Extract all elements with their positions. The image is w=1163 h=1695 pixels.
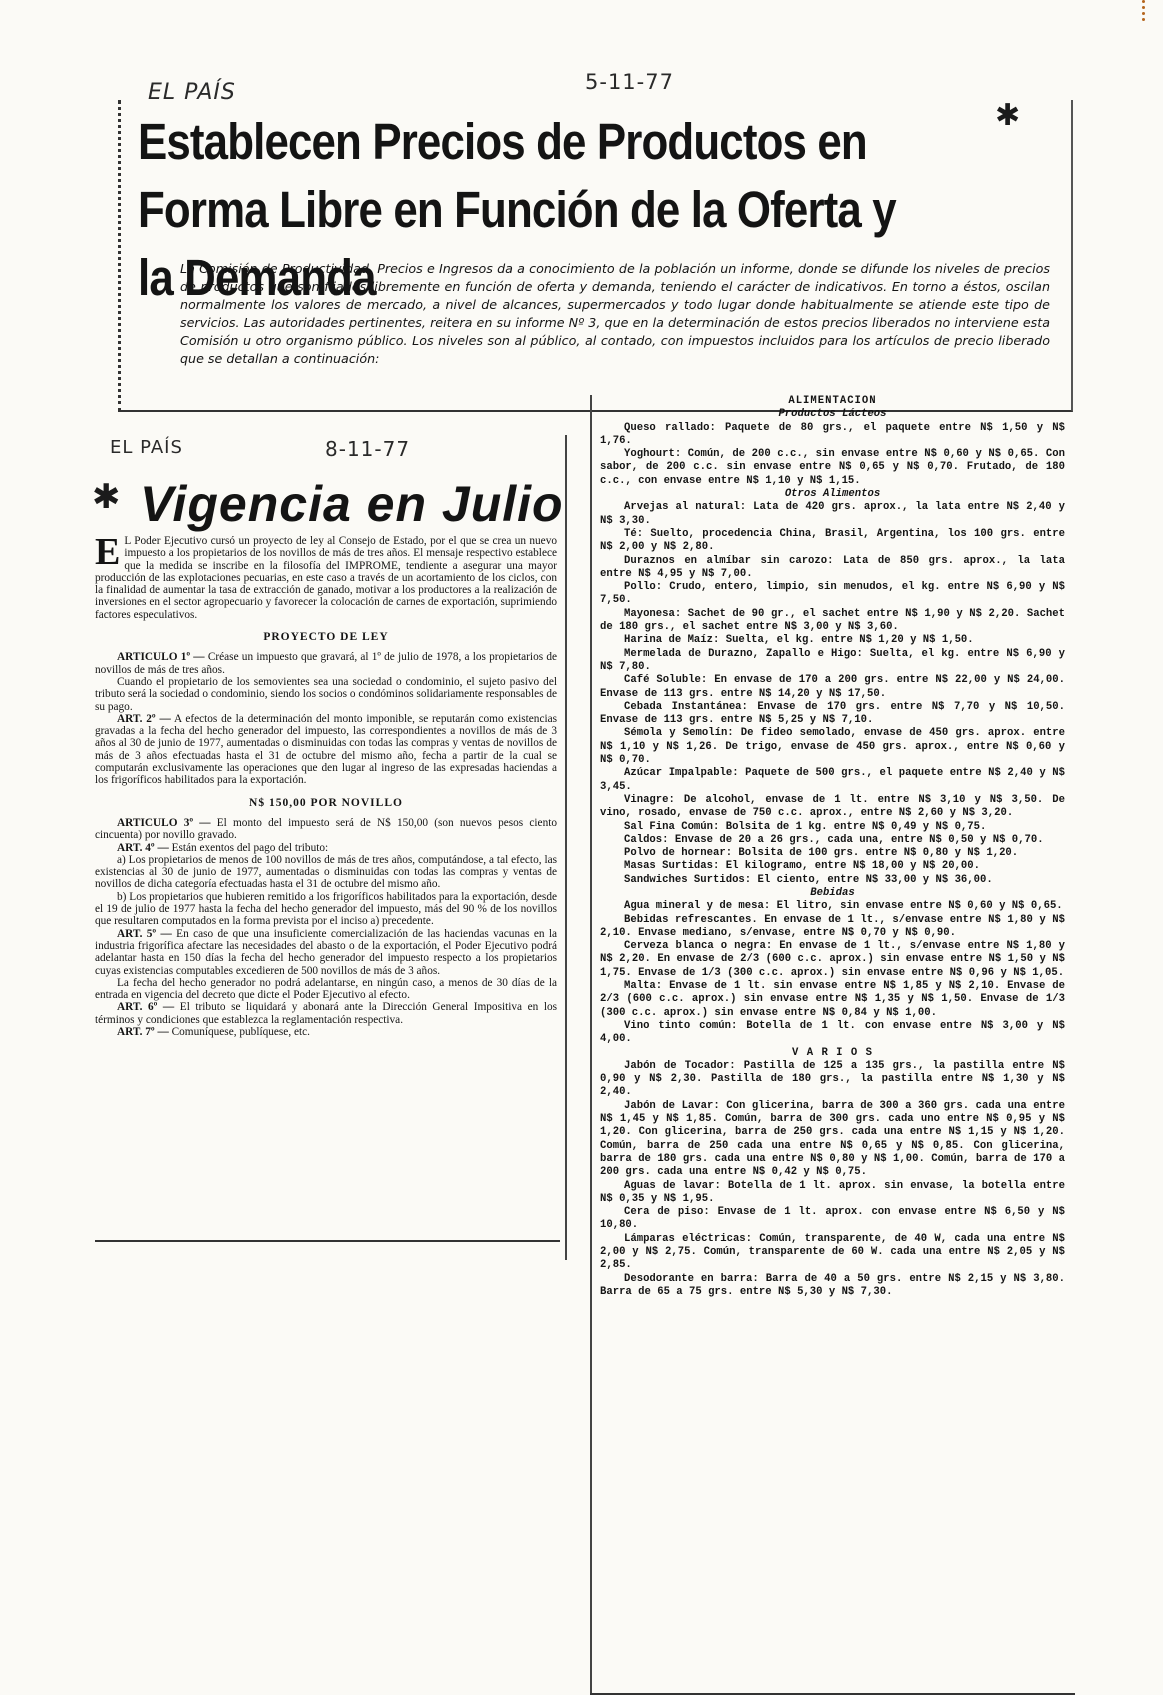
handwritten-newspaper-name: EL PAÍS: [148, 80, 236, 105]
section-heading: ALIMENTACION: [788, 395, 877, 407]
lead-paragraph-prices: La Comisión de Productividad, Precios e Ingresos da a conocimiento de la población un informe, donde se difunde los niveles de precios de productos que son fijados libremente en función de oferta y demanda, teniendo el carácter de indicativos. En torno a éstos, oscilan normalmente los valores de mercado, a nivel de alcances, supermercados y todo lugar donde habitualmente se atiende este tipo de servicios. Las autoridades pertinentes, reitera en su informe Nº 3, que en la determinación de estos precios liberados no interviene esta Comisión u otro organismo público. Los niveles son al público, al contado, con impuestos incluidos para los artículos de precio liberado que se detallan a continuación:: [180, 261, 1050, 366]
divider: [95, 1240, 560, 1242]
article-6: ART. 6º — El tributo se liquidará y abonará ante la Dirección General Impositiva en los términos y condiciones que establezca la reglamentación respectiva.: [95, 1001, 558, 1026]
price-item: Harina de Maíz: Suelta, el kg. entre N$ 1,20 y N$ 1,50.: [624, 634, 974, 647]
price-item: Duraznos en almíbar sin carozo: Lata de 850 grs. aprox., la lata entre N$ 4,95 y N$ 7,00.: [600, 554, 1065, 580]
price-item: Cera de piso: Envase de 1 lt. aprox. con envase entre N$ 6,50 y N$ 10,80.: [600, 1206, 1065, 1232]
star-mark-icon-2: ✱: [92, 477, 121, 517]
article-tax-body: [95, 531, 558, 1038]
price-list: [600, 395, 1065, 1299]
drop-cap: E: [95, 531, 121, 573]
handwritten-date-2: 8-11-77: [325, 437, 411, 461]
headline-vigencia: Vigencia en Julio: [140, 476, 564, 532]
price-item: Jabón de Lavar: Con glicerina, barra de 300 a 360 grs. cada una entre N$ 1,45 y N$ 1,85. Común, barra de 300 grs. cada uno entre N$ 0,95 y N$ 1,20. Con glicerina, barra de 250 grs. cada una entre N$ 1,15 y N$ 1,20. Común, barra de 250 cada una entre N$ 0,65 y N$ 0,85. Con glicerina, barra de 180 grs. cada una entre N$ 0,80 y N$ 1,00. Común, barra de 170 a 200 grs. cada una entre N$ 0,42 y N$ 0,75.: [600, 1099, 1065, 1179]
price-item: Azúcar Impalpable: Paquete de 500 grs., el paquete entre N$ 2,40 y N$ 3,45.: [600, 767, 1065, 793]
price-item: Pollo: Crudo, entero, limpio, sin menudos, el kg. entre N$ 6,90 y N$ 7,50.: [600, 581, 1065, 607]
price-item: Masas Surtidas: El kilogramo, entre N$ 18,00 y N$ 20,00.: [624, 860, 981, 873]
article-2: ART. 2º — A efectos de la determinación del monto imponible, se reputarán como existencias gravadas a la fecha del hecho generador del impuesto, las correspondientes a novillos de más de 3 años al 30 de junio de 1977, aumentadas o disminuidas con todas las compras y ventas de novillos de más de 3 años efectuadas hasta el 31 de octubre del mismo año, fecha a partir de la cual se computarán exclusivamente las operaciones que den lugar al ingreso de las expresadas haciendas a los frigoríficos habilitados para la exportación.: [95, 712, 558, 787]
price-item: Té: Suelto, procedencia China, Brasil, Argentina, los 100 grs. entre N$ 2,00 y N$ 2,80.: [600, 527, 1065, 554]
price-item: Cerveza blanca o negra: En envase de 1 lt., s/envase entre N$ 1,80 y N$ 2,20. En envase de 2/3 (600 c.c. aprox.) sin envase entre N$ 1,50 y N$ 1,75. Envase de 1/3 (300 c.c. aprox.) sin envase entre N$ 0,96 y N$ 1,05.: [600, 940, 1065, 979]
price-item: Sandwiches Surtidos: El ciento, entre N$ 33,00 y N$ 36,00.: [624, 873, 993, 886]
price-item: Lámparas eléctricas: Común, transparente, de 40 W, cada una entre N$ 2,00 y N$ 2,75. Común, transparente de 60 W. cada una entre N$ 2,05 y N$ 2,85.: [600, 1232, 1065, 1272]
article-7: ART. 7º — Comuníquese, publíquese, etc.: [117, 1025, 310, 1038]
article-5: ART. 5º — En caso de que una insuficiente comercialización de las haciendas vacunas en la industria frigorífica afectare las necesidades del abasto o de la exportación, el Poder Ejecutivo podrá adelantar hasta en 150 días la fecha del hecho generador del impuesto respecto a los propietarios cuyas existencias computables excedieren de 500 novillos de más de 3 años.: [95, 927, 558, 977]
price-item: Café Soluble: En envase de 170 a 200 grs. entre N$ 22,00 y N$ 24,00. Envase de 113 grs. entre N$ 14,20 y N$ 17,50.: [600, 674, 1065, 700]
punch-marks: [1142, 0, 1148, 22]
price-item: Yoghourt: Común, de 200 c.c., sin envase entre N$ 0,60 y N$ 0,65. Con sabor, de 200 c.c. sin envase entre N$ 0,65 y N$ 0,70. Frutado, de 180 c.c., con envase entre N$ 1,10 y N$ 1,15.: [600, 448, 1065, 487]
price-item: Vinagre: De alcohol, envase de 1 lt. entre N$ 3,10 y N$ 3,50. De vino, rosado, envase de 750 c.c. aprox., entre N$ 2,60 y N$ 3,20.: [600, 793, 1065, 820]
price-item: Sémola y Semolín: De fideo semolado, envase de 450 grs. aprox. entre N$ 1,10 y N$ 1,26. De trigo, envase de 450 grs. aprox., entre N$ 0,60 y N$ 0,70.: [600, 727, 1065, 767]
subsection-heading: Productos Lácteos: [778, 408, 887, 421]
subsection-heading: Otros Alimentos: [784, 488, 881, 501]
price-item: Aguas de lavar: Botella de 1 lt. aprox. sin envase, la botella entre N$ 0,35 y N$ 1,95.: [600, 1179, 1065, 1205]
price-item: Malta: Envase de 1 lt. sin envase entre N$ 1,85 y N$ 2,10. Envase de 2/3 (600 c.c. aprox.) sin envase entre N$ 1,35 y N$ 1,50. Envase de 1/3 (300 c.c. aprox.) sin envase entre N$ 0,84 y N$ 1,00.: [600, 980, 1065, 1019]
star-mark-icon: ✱: [995, 98, 1021, 133]
intro-paragraph: E L Poder Ejecutivo cursó un proyecto de ley al Consejo de Estado, por el que se crea un nuevo impuesto a los propietarios de los novillos de más de tres años. El mensaje respectivo establece que la medida se inscribe en la filosofía del IMPROME, tendiente a asegurar una mayor producción de las explotaciones pecuarias, en este caso a través de un acortamiento de los ciclos, con la finalidad de aumentar la tasa de extracción de ganado, motivar a los productores a la realización de inversiones en el sector agropecuario y favorecer la colocación de carnes de exportación, suprimiendo factores especulativos.: [95, 531, 557, 621]
subsection-heading: Bebidas: [810, 886, 855, 899]
price-item: Queso rallado: Paquete de 80 grs., el paquete entre N$ 1,50 y N$ 1,76.: [600, 421, 1065, 447]
section-heading-2: N$ 150,00 POR NOVILLO: [249, 796, 403, 809]
price-item: Bebidas refrescantes. En envase de 1 lt., s/envase entre N$ 1,80 y N$ 2,10. Envase mediano, s/envase, entre N$ 0,70 y N$ 0,90.: [600, 913, 1065, 939]
price-item: Polvo de hornear: Bolsita de 100 grs. entre N$ 0,80 y N$ 1,20.: [624, 847, 1019, 860]
price-item: Desodorante en barra: Barra de 40 a 50 grs. entre N$ 2,15 y N$ 3,80. Barra de 65 a 75 grs. entre N$ 5,30 y N$ 7,30.: [600, 1272, 1065, 1298]
article-4-a: a) Los propietarios de menos de 100 novillos de más de tres años, computándose, a tal efecto, las existencias al 30 de junio de 1977, aumentadas o disminuidas con todas las compras y ventas de novillos de dicha categoría efectuadas hasta el 31 de octubre del mismo año.: [95, 853, 557, 891]
price-item: Jabón de Tocador: Pastilla de 125 a 135 grs., la pastilla entre N$ 0,90 y N$ 2,30. Pastilla de 180 grs., la pastilla entre N$ 1,30 y N$ 2,40.: [600, 1059, 1065, 1099]
handwritten-date: 5-11-77: [585, 70, 674, 94]
article-1-b: Cuando el propietario de los semovientes sea una sociedad o condominio, el sujeto pasivo del tributo será la sociedad o condominio, siendo los socios o condóminos solidariamente responsables de su pago.: [95, 675, 557, 713]
price-item: Caldos: Envase de 20 a 26 grs., cada una, entre N$ 0,50 y N$ 0,70.: [624, 833, 1044, 846]
section-heading: PROYECTO DE LEY: [263, 631, 389, 644]
article-4: ART. 4º — Están exentos del pago del tributo:: [117, 841, 329, 854]
article-5-b: La fecha del hecho generador no podrá adelantarse, en ningún caso, a menos de 30 días de la entrada en vigencia del decreto que dicte el Poder Ejecutivo al efecto.: [95, 976, 557, 1002]
price-item: Vino tinto común: Botella de 1 lt. con envase entre N$ 3,00 y N$ 4,00.: [600, 1019, 1065, 1046]
handwritten-newspaper-name-2: EL PAÍS: [110, 437, 183, 458]
article-1: ARTICULO 1º — Créase un impuesto que gravará, al 1º de julio de 1978, a los propietarios de novillos de más de tres años.: [95, 651, 557, 676]
price-item: Sal Fina Común: Bolsita de 1 kg. entre N$ 0,49 y N$ 0,75.: [624, 820, 987, 833]
price-item: Arvejas al natural: Lata de 420 grs. aprox., la lata entre N$ 2,40 y N$ 3,30.: [600, 501, 1065, 527]
price-item: Cebada Instantánea: Envase de 170 grs. entre N$ 7,70 y N$ 10,50. Envase de 113 grs. entre N$ 5,25 y N$ 7,10.: [600, 700, 1065, 727]
price-item: Agua mineral y de mesa: El litro, sin envase entre N$ 0,60 y N$ 0,65.: [624, 900, 1063, 913]
headline-prices: Establecen Precios de Productos en Forma Libre en Función de la Oferta y la Demanda: [138, 113, 896, 306]
price-item: Mayonesa: Sachet de 90 gr., el sachet entre N$ 1,90 y N$ 2,20. Sachet de 180 grs., el sachet entre N$ 3,00 y N$ 3,60.: [600, 607, 1065, 634]
price-item: Mermelada de Durazno, Zapallo e Higo: Suelta, el kg. entre N$ 6,90 y N$ 7,80.: [600, 647, 1065, 673]
article-3: ARTICULO 3º — El monto del impuesto será de N$ 150,00 (son nuevos pesos ciento cincuenta) por novillo gravado.: [95, 816, 558, 842]
article-4-b: b) Los propietarios que hubieren remitido a los frigoríficos habilitados para la exportación, desde el 19 de julio de 1977 hasta la fecha del hecho generador del impuesto, más del 90 % de los novillos que resultaren computados en la forma prevista por el inciso a) precedente.: [95, 890, 557, 928]
subsection-heading: V A R I O S: [792, 1046, 873, 1059]
